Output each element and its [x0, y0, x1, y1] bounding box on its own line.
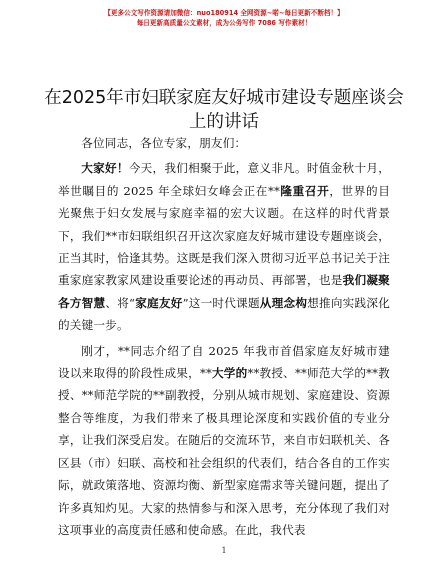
text-run: 刚才，**同志介绍了自 2025 年我市首倡家庭友好城市建设以来取得的阶段性成果，** — [58, 343, 390, 381]
emphasis-run: 大学的 — [211, 366, 248, 381]
text-run: **教授、**师范大学的**教授、**师范学院的**副教授，分别从城市规划、家庭建设、资源整合等维度，为我们带来了极具理论深度和实践价值的专业分享，让我们深受启发。在随后的交流环节，来自市妇联机关、各区县（市）妇联、高校和社会组织的代表们，结合各自的工作实际，就政策落地、资源均衡、新型家庭需求等关键问题，提出了许多真知灼见。大家的热情参与和深入思考，充分体现了我们对这项事业的高度责任感和使命感。在此，我代表 — [58, 366, 390, 537]
promo-banner-line2: 每日更新高质量公文素材，成为公务写作 7086 写作素材！ — [136, 19, 312, 27]
promo-banner — [0, 8, 448, 28]
paragraph-2 — [58, 340, 390, 542]
emphasis-run: 我们凝聚各方智慧 — [58, 273, 390, 310]
page-number: 1 — [221, 546, 227, 555]
text-run: 的目光聚焦于妇女发展与家庭幸福的宏大议题。在这样的时代背景下，我们**市妇联组织召开这次家庭友好城市建设专题座谈会，正当其时，恰逢其势。这既是我们深入贯彻习近平总书记关于注重家庭家教家风建设重要论述的再动员、再部署，也是 — [58, 183, 390, 288]
text-run: 想推向实践深化的关键一步。 — [58, 295, 390, 333]
paragraph-1 — [58, 157, 390, 336]
emphasis-greeting: 大家好！ — [81, 161, 129, 176]
promo-banner-line1: 【更多公文写作资源请加微信：nuo180914 全网资源~喏~每日更新不断档！】 — [104, 9, 344, 17]
text-run: ”这一时代课题 — [182, 295, 260, 310]
emphasis-run: 从理念构 — [259, 295, 308, 310]
document-title: 在2025年市妇联家庭友好城市建设专题座谈会上的讲话 — [44, 88, 404, 132]
text-run: ，世界 — [329, 183, 366, 198]
document-body — [58, 132, 390, 541]
emphasis-run: 家庭友好 — [135, 295, 183, 310]
greeting: 各位同志，各位专家，朋友们： — [81, 136, 247, 150]
text-run: 、将“ — [105, 295, 136, 310]
text-run: 今天，我们相聚于此，意义非凡。时值金秋十月，举世瞩目的 2025 年全球妇女峰会正在** — [58, 161, 390, 198]
emphasis-run: 隆重召开 — [280, 183, 330, 198]
